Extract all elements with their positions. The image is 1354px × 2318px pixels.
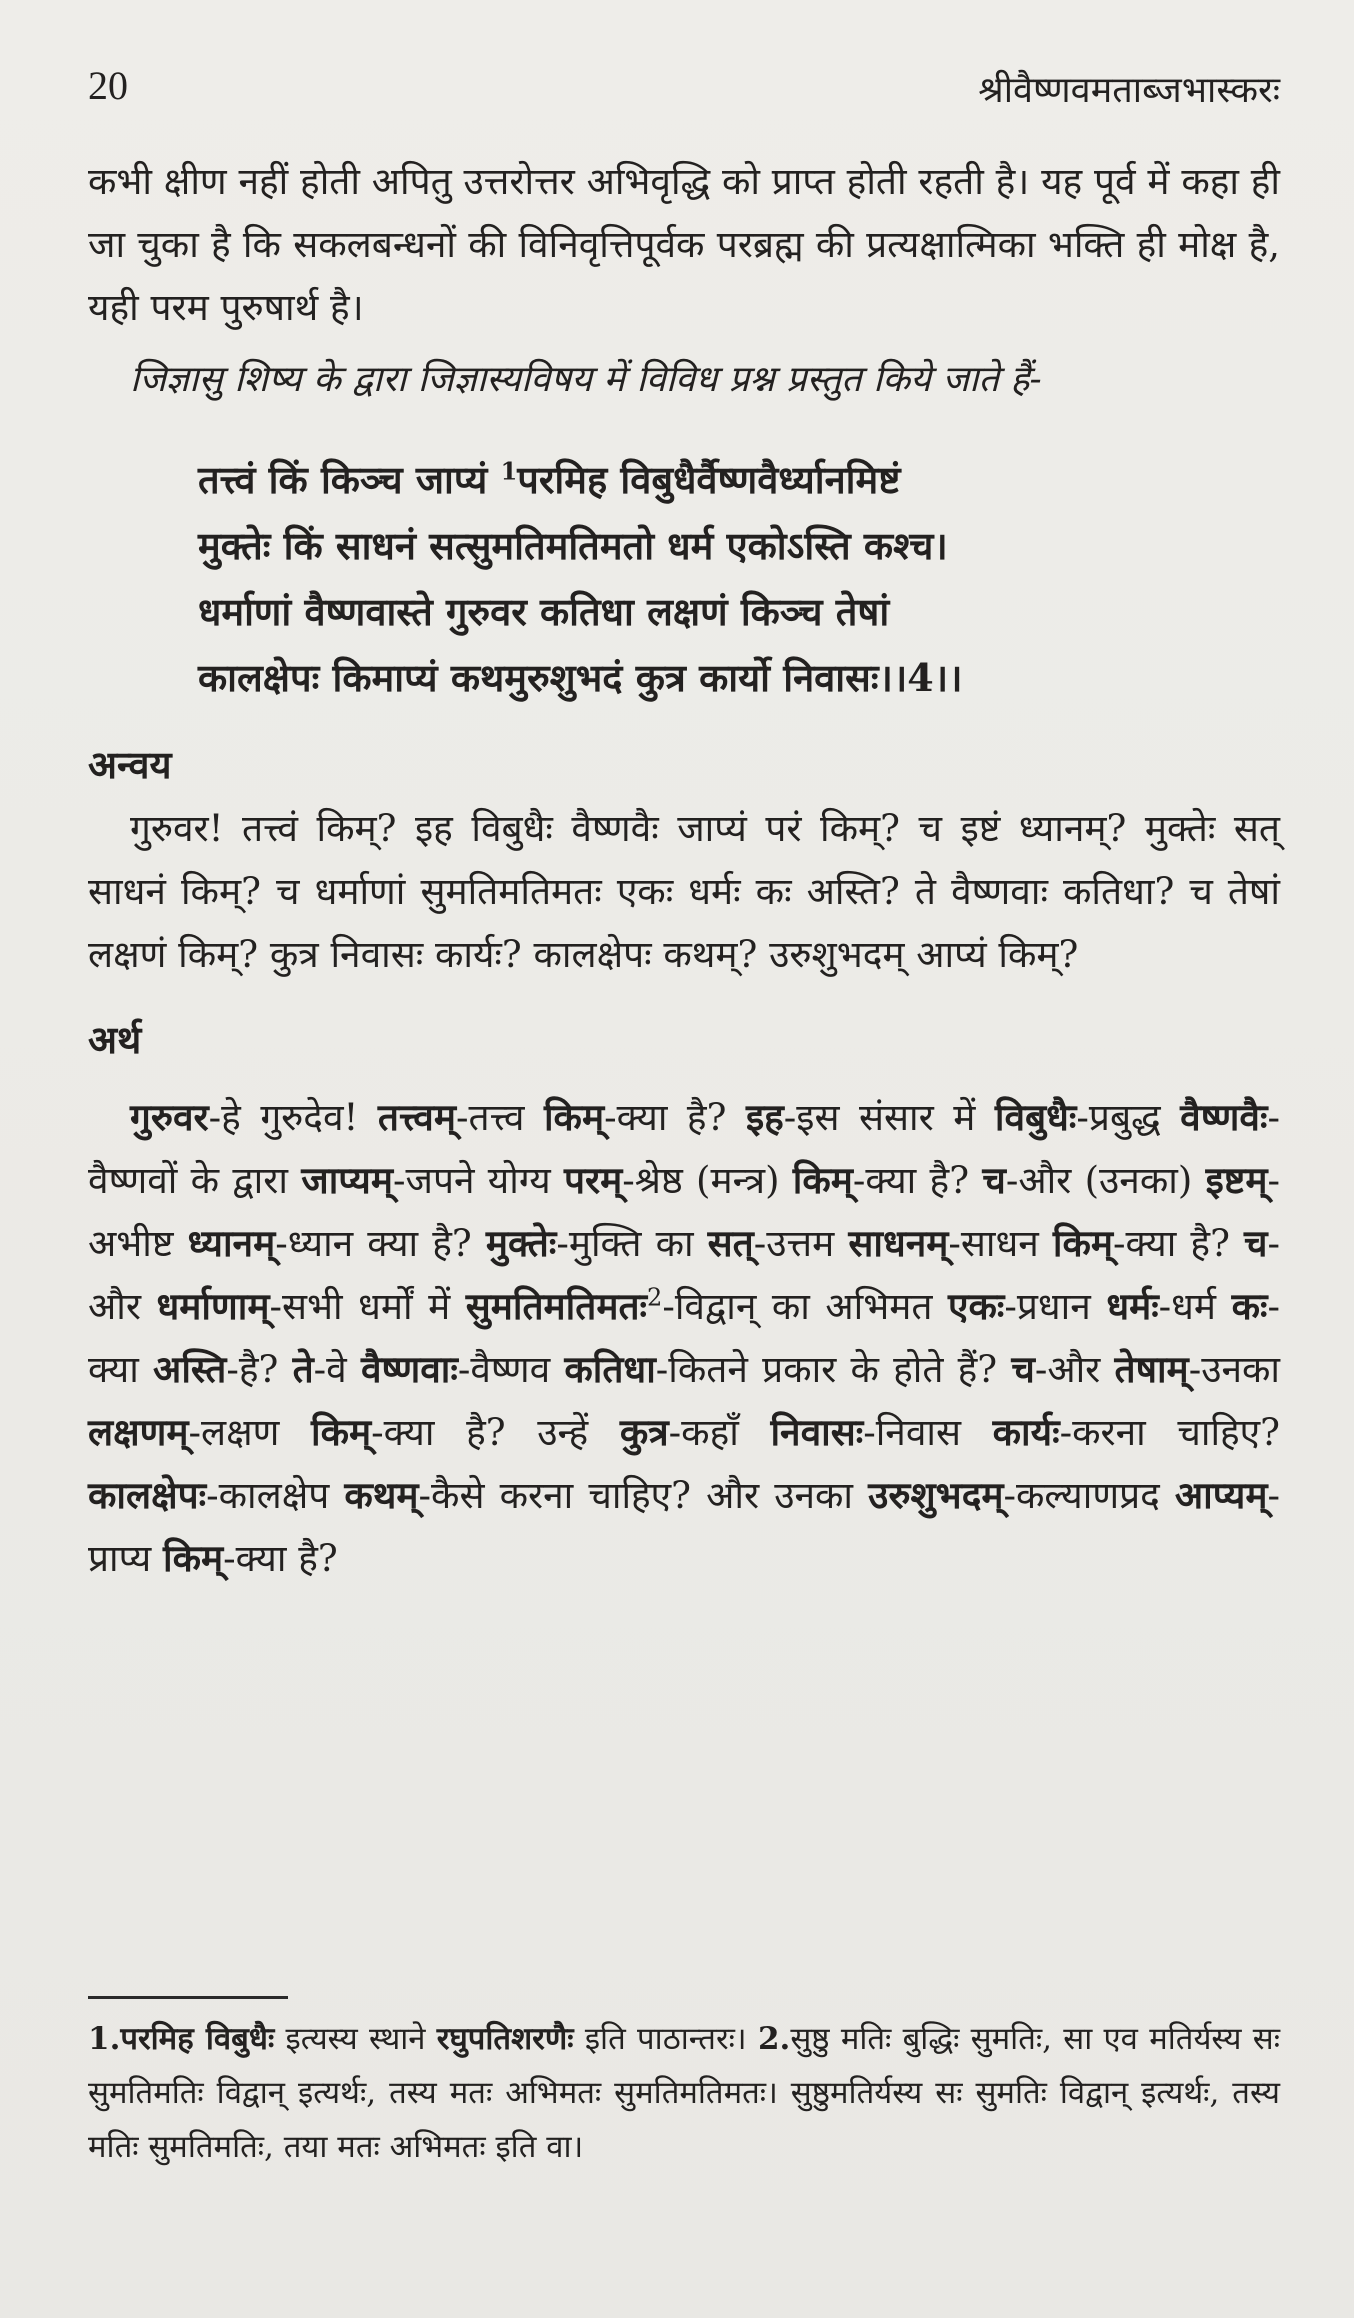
- artha-gloss: -क्या है?: [223, 1537, 338, 1580]
- artha-gloss: -प्रधान: [1004, 1285, 1107, 1328]
- footnote-divider: [88, 1996, 288, 1999]
- artha-term: मुक्तेः: [485, 1221, 557, 1265]
- artha-gloss: -कितने प्रकार के होते हैं?: [655, 1348, 1012, 1391]
- artha-term: जाप्यम्: [301, 1158, 394, 1202]
- footnote-1-text-b: इति पाठान्तरः।: [573, 2021, 758, 2057]
- artha-gloss: -और: [1034, 1348, 1115, 1391]
- artha-term: कः: [1231, 1284, 1268, 1328]
- footnote-2-lead: 2.: [757, 2021, 791, 2057]
- artha-gloss: -कैसे करना चाहिए? और उनका: [418, 1474, 869, 1517]
- artha-term: इह: [745, 1095, 784, 1139]
- artha-gloss: -है?: [226, 1348, 293, 1391]
- artha-term: कार्यः: [992, 1410, 1060, 1454]
- footnote-ref-2: 2: [647, 1283, 663, 1312]
- artha-term: किम्: [163, 1536, 224, 1580]
- verse-line-1-part-b: परमिह विबुधैर्वैष्णवैर्ध्यानमिष्टं: [517, 457, 901, 502]
- artha-term: गुरुवर: [130, 1095, 209, 1139]
- artha-gloss: -उत्तम: [753, 1222, 849, 1265]
- footnote-1-variant: रघुपतिशरणैः: [436, 2021, 574, 2057]
- intro-paragraph: कभी क्षीण नहीं होती अपितु उत्तरोत्तर अभिवृद्धि को प्राप्त होती रहती है। यह पूर्व में कहा ही जा चुका है कि सकलबन्धनों की विनिवृत्तिपूर्वक परब्रह्म की प्रत्यक्षात्मिका भक्ति ही मोक्ष है, यही परम पुरुषार्थ है।: [88, 160, 1280, 329]
- anvaya-text: गुरुवर! तत्त्वं किम्? इह विबुधैः वैष्णवैः जाप्यं परं किम्? च इष्टं ध्यानम्? मुक्तेः सत् साधनं किम्? च धर्माणां सुमतिमतिमतः एकः धर्मः कः अस्ति? ते वैष्णवाः कतिधा? च तेषां लक्षणं किम्? कुत्र निवासः कार्यः? कालक्षेपः कथम्? उरुशुभदम् आप्यं किम्?: [88, 807, 1280, 976]
- artha-term: निवासः: [770, 1410, 864, 1454]
- artha-gloss: -कालक्षेप: [206, 1474, 345, 1517]
- artha-gloss: -करना चाहिए?: [1059, 1411, 1280, 1454]
- artha-term: उरुशुभदम्: [868, 1473, 1004, 1517]
- verse-block: [198, 447, 1280, 711]
- artha-gloss: -क्या है?: [1112, 1222, 1244, 1265]
- artha-gloss: -इस संसार में: [783, 1096, 995, 1139]
- artha-gloss: -निवास: [863, 1411, 993, 1454]
- artha-gloss: -क्या है?: [852, 1159, 983, 1202]
- verse-line-4: कालक्षेपः किमाप्यं कथमुरुशुभदं कुत्र कार्यो निवासः।।4।।: [198, 655, 963, 700]
- artha-term: अस्ति: [153, 1347, 227, 1391]
- artha-gloss: -जपने योग्य: [393, 1159, 564, 1202]
- artha-term: तत्त्वम्: [377, 1095, 456, 1139]
- page-number: 20: [88, 63, 128, 108]
- artha-term: कतिधा: [564, 1347, 656, 1391]
- verse-line-1-part-a: तत्त्वं किं किञ्च जाप्यं: [198, 457, 501, 502]
- artha-term: धर्मः: [1106, 1284, 1159, 1328]
- artha-term: इष्टम्: [1205, 1158, 1268, 1202]
- footnote-1-lead: 1.परमिह विबुधैः: [88, 2021, 275, 2057]
- artha-gloss: -क्या है? उन्हें: [371, 1411, 620, 1454]
- verse-line-2: मुक्तेः किं साधनं सत्सुमतिमतिमतो धर्म एकोऽस्ति कश्च।: [198, 523, 948, 568]
- artha-term: सुमतिमतिमतः: [465, 1284, 648, 1328]
- artha-text: [88, 1086, 1280, 1590]
- artha-gloss: -वैष्णव: [457, 1348, 565, 1391]
- footnote-2-text: सुष्ठु मतिः बुद्धिः सुमतिः, सा एव मतिर्यस्य सः सुमतिमतिः विद्वान् इत्यर्थः, तस्य मतः अभिमतः सुमतिमतिमतः। सुष्ठुमतिर्यस्य सः सुमतिः विद्वान् इत्यर्थः, तस्य मतिः सुमतिमतिः, तया मतः अभिमतः इति वा।: [88, 2021, 1280, 2165]
- artha-gloss: -प्रबुद्ध: [1076, 1096, 1181, 1139]
- artha-term: सत्: [707, 1221, 754, 1265]
- artha-gloss: -साधन: [948, 1222, 1053, 1265]
- artha-gloss: -धर्म: [1158, 1285, 1232, 1328]
- artha-heading: अर्थ: [88, 1017, 142, 1062]
- artha-term: ते: [292, 1347, 314, 1391]
- running-title: श्रीवैष्णवमताब्जभास्करः: [978, 70, 1280, 111]
- artha-term: कुत्र: [619, 1410, 669, 1454]
- artha-gloss: -लक्षण: [188, 1411, 311, 1454]
- footnote-1-text-a: इत्यस्य स्थाने: [274, 2021, 437, 2057]
- artha-gloss: -हे गुरुदेव!: [208, 1096, 378, 1139]
- artha-term: किम्: [1052, 1221, 1113, 1265]
- artha-term: विबुधैः: [994, 1095, 1077, 1139]
- verse-line-1: [198, 447, 1280, 513]
- artha-gloss: -कहाँ: [668, 1411, 771, 1454]
- artha-term: साधनम्: [848, 1221, 949, 1265]
- artha-gloss: -ध्यान क्या है?: [275, 1222, 486, 1265]
- artha-term: किम्: [311, 1410, 372, 1454]
- artha-gloss: -प्राप्य: [88, 1474, 1280, 1580]
- artha-term: लक्षणम्: [88, 1410, 189, 1454]
- artha-gloss: -वैष्णवों के द्वारा: [88, 1096, 1280, 1202]
- artha-gloss: -कल्याणप्रद: [1003, 1474, 1175, 1517]
- artha-gloss: -और (उनका): [1005, 1159, 1206, 1202]
- footnotes: [88, 2012, 1280, 2174]
- artha-gloss: -और: [88, 1222, 1281, 1328]
- artha-gloss: -श्रेष्ठ (मन्त्र): [622, 1159, 793, 1202]
- artha-term: च: [982, 1158, 1006, 1202]
- verse-line-3: धर्माणां वैष्णवास्ते गुरुवर कतिधा लक्षणं किञ्च तेषां: [198, 589, 890, 634]
- artha-term: कथम्: [344, 1473, 419, 1517]
- artha-gloss: -वे: [313, 1348, 361, 1391]
- artha-gloss: -मुक्ति का: [556, 1222, 708, 1265]
- artha-term: किम्: [792, 1158, 853, 1202]
- artha-term: एकः: [948, 1284, 1005, 1328]
- artha-gloss: -सभी धर्मों में: [269, 1285, 466, 1328]
- artha-gloss: -क्या है?: [604, 1096, 746, 1139]
- artha-term: तेषाम्: [1114, 1347, 1189, 1391]
- artha-term: आप्यम्: [1174, 1473, 1268, 1517]
- page-header: [88, 62, 1280, 122]
- artha-gloss: -तत्त्व: [455, 1096, 544, 1139]
- artha-gloss: -विद्वान् का अभिमत: [662, 1285, 948, 1328]
- artha-term: किम्: [543, 1095, 605, 1139]
- artha-term: धर्माणाम्: [156, 1284, 270, 1328]
- artha-gloss: -अभीष्ट: [88, 1159, 1280, 1265]
- artha-term: च: [1011, 1347, 1035, 1391]
- artha-term: कालक्षेपः: [88, 1473, 207, 1517]
- artha-term: वैष्णवाः: [360, 1347, 458, 1391]
- question-intro: जिज्ञासु शिष्य के द्वारा जिज्ञास्यविषय में विविध प्रश्न प्रस्तुत किये जाते हैं-: [130, 359, 1042, 400]
- artha-gloss: -उनका: [1188, 1348, 1280, 1391]
- page-body: [88, 150, 1280, 1590]
- artha-gloss: -क्या: [88, 1285, 1280, 1391]
- artha-term: वैष्णवैः: [1180, 1095, 1268, 1139]
- artha-term: ध्यानम्: [187, 1221, 276, 1265]
- footnote-ref-1: 1: [500, 456, 518, 486]
- anvaya-heading: अन्वय: [88, 742, 172, 787]
- artha-term: च: [1244, 1221, 1268, 1265]
- artha-term: परम्: [564, 1158, 623, 1202]
